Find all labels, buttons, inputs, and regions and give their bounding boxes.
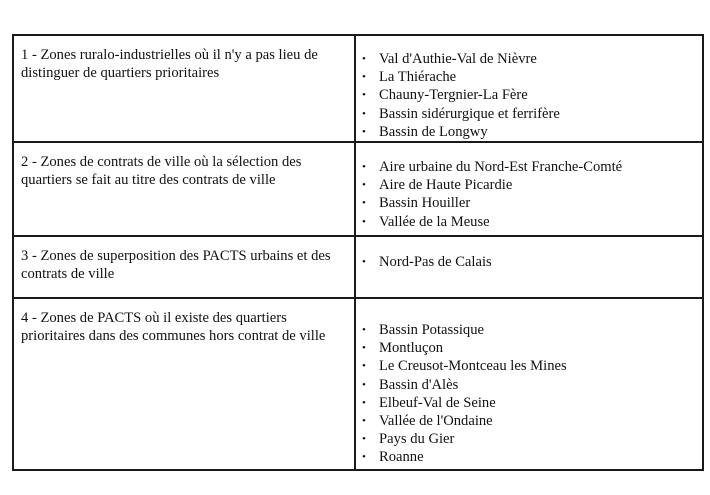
zones-table [12, 34, 704, 471]
list-item [362, 430, 696, 448]
zone-name: Le Creusot-Montceau les Mines [379, 358, 567, 375]
bullet-icon: • [362, 378, 366, 391]
zone-name: Bassin Houiller [379, 195, 471, 212]
bullet-icon: • [362, 179, 366, 192]
zone-name: Aire urbaine du Nord-Est Franche-Comté [379, 159, 623, 176]
zone-name: Bassin Potassique [379, 322, 484, 339]
category-cell [13, 236, 355, 298]
zone-name: Bassin de Longwy [379, 123, 488, 140]
bullet-icon: • [362, 215, 366, 228]
table-row [13, 236, 703, 298]
zone-name: Aire de Haute Picardie [379, 177, 513, 194]
bullet-icon: • [362, 53, 366, 65]
bullet-icon: • [362, 451, 366, 464]
category-cell [13, 298, 355, 470]
bullet-icon: • [362, 107, 366, 120]
table-row [13, 35, 703, 142]
bullet-icon: • [362, 125, 366, 138]
bullet-icon: • [362, 161, 366, 174]
bullet-icon: • [362, 342, 366, 355]
zone-name: Chauny-Tergnier-La Fère [379, 87, 528, 104]
zone-list-cell [355, 35, 703, 142]
bullet-icon: • [362, 433, 366, 446]
list-item [362, 158, 696, 176]
bullet-icon: • [362, 396, 366, 409]
category-cell [13, 35, 355, 142]
list-item [362, 253, 696, 271]
bullet-icon: • [362, 324, 366, 337]
list-item [362, 412, 696, 430]
bullet-icon: • [362, 256, 366, 269]
table-row [13, 142, 703, 236]
list-item [362, 339, 696, 357]
zone-list-cell [355, 142, 703, 236]
category-text: 4 - Zones de PACTS où il existe des quartiers prioritaires dans des communes hors contrat de ville [21, 310, 326, 345]
list-item [362, 194, 696, 212]
zone-list [356, 36, 702, 141]
zone-name: Roanne [379, 449, 424, 466]
zone-name: Elbeuf-Val de Seine [379, 394, 496, 411]
list-item [362, 448, 696, 466]
list-item [362, 176, 696, 194]
category-text: 3 - Zones de superposition des PACTS urbains et des contrats de ville [21, 248, 331, 283]
list-item [362, 213, 696, 231]
zone-name: Vallée de l'Ondaine [379, 413, 493, 430]
list-item [362, 123, 696, 141]
zone-list-cell [355, 236, 703, 298]
zone-name: Bassin sidérurgique et ferrifère [379, 105, 560, 122]
zone-name: Nord-Pas de Calais [379, 254, 492, 271]
zone-list [356, 237, 702, 271]
bullet-icon: • [362, 360, 366, 373]
zone-name: Pays du Gier [379, 431, 455, 448]
zone-list [356, 143, 702, 231]
bullet-icon: • [362, 89, 366, 102]
zone-list-cell [355, 298, 703, 470]
category-cell [13, 142, 355, 236]
list-item [362, 86, 696, 104]
zone-name: La Thiérache [379, 69, 457, 86]
zone-name: Montluçon [379, 340, 444, 357]
list-item [362, 357, 696, 375]
list-item [362, 68, 696, 86]
zone-name: Vallée de la Meuse [379, 213, 490, 230]
zone-list [356, 299, 702, 467]
bullet-icon: • [362, 197, 366, 210]
list-item [362, 376, 696, 394]
category-text: 2 - Zones de contrats de ville où la sélection des quartiers se fait au titre des contrats de ville [21, 154, 302, 189]
list-item [362, 321, 696, 339]
zone-name: Val d'Authie-Val de Nièvre [379, 51, 537, 67]
zone-name: Bassin d'Alès [379, 376, 459, 393]
list-item [362, 394, 696, 412]
category-text: 1 - Zones ruralo-industrielles où il n'y a pas lieu de distinguer de quartiers prioritaires [21, 47, 318, 82]
list-item [362, 50, 696, 68]
bullet-icon: • [362, 415, 366, 428]
bullet-icon: • [362, 71, 366, 84]
list-item [362, 105, 696, 123]
table-row [13, 298, 703, 470]
